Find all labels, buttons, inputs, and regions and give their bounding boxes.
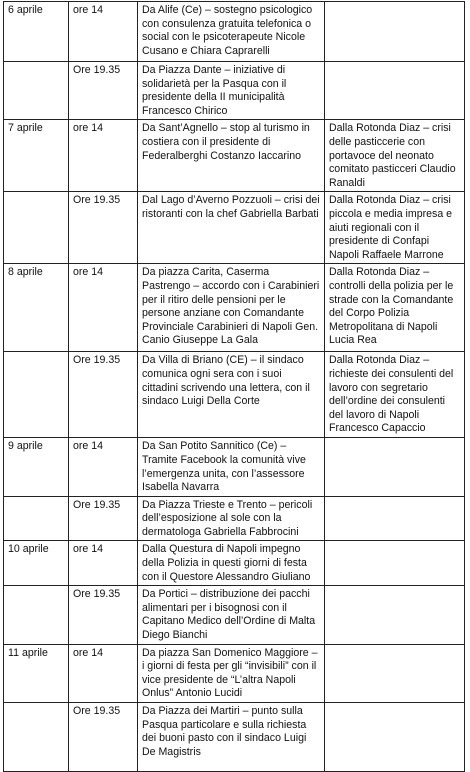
extra-cell bbox=[325, 644, 465, 702]
extra-cell: Dalla Rotonda Diaz – richieste dei consulenti del lavoro con segretario dell’ordine dei consulenti del lavoro di Napoli Francesco Capaccio bbox=[325, 352, 465, 438]
time-cell: ore 14 bbox=[69, 120, 138, 192]
extra-cell: Dalla Rotonda Diaz – controlli della polizia per le strade con la Comandante del Corpo Polizia Metropolitana di Napoli Lucia Rea bbox=[325, 264, 465, 352]
extra-cell bbox=[325, 438, 465, 496]
time-cell: ore 14 bbox=[69, 264, 138, 352]
extra-cell bbox=[325, 2, 465, 62]
extra-cell bbox=[325, 703, 465, 772]
event-cell: Da San Potito Sannitico (Ce) – Tramite Facebook la comunità vive l’emergenza unita, con l’assessore Isabella Navarra bbox=[138, 438, 325, 496]
date-cell bbox=[4, 62, 69, 120]
event-cell: Da Piazza Trieste e Trento – pericoli dell’esposizione al sole con la dermatologa Gabriella Fabbrocini bbox=[138, 496, 325, 541]
extra-cell bbox=[325, 62, 465, 120]
event-cell: Da Piazza dei Martiri – punto sulla Pasqua particolare e sulla richiesta dei buoni pasto con il sindaco Luigi De Magistris bbox=[138, 703, 325, 772]
date-cell: 8 aprile bbox=[4, 264, 69, 352]
table-row bbox=[4, 644, 465, 702]
time-cell: Ore 19.35 bbox=[69, 62, 138, 120]
date-cell: 11 aprile bbox=[4, 644, 69, 702]
date-cell: 7 aprile bbox=[4, 120, 69, 192]
time-cell: Ore 19.35 bbox=[69, 703, 138, 772]
table-row bbox=[4, 438, 465, 496]
extra-cell: Dalla Rotonda Diaz – crisi delle pasticcerie con portavoce del neonato comitato pasticceri Claudio Ranaldi bbox=[325, 120, 465, 192]
date-cell bbox=[4, 496, 69, 541]
time-cell: ore 14 bbox=[69, 438, 138, 496]
event-cell: Da Alife (Ce) – sostegno psicologico con consulenza gratuita telefonica o social con le psicoterapeute Nicole Cusano e Chiara Caprarelli bbox=[138, 2, 325, 62]
date-cell: 9 aprile bbox=[4, 438, 69, 496]
time-cell: ore 14 bbox=[69, 2, 138, 62]
time-cell: Ore 19.35 bbox=[69, 192, 138, 264]
event-cell: Da piazza Carita, Caserma Pastrengo – accordo con i Carabinieri per il ritiro delle pensioni per le persone anziane con Comandante Provinciale Carabinieri di Napoli Gen. Canio Giuseppe La Gala bbox=[138, 264, 325, 352]
table-row bbox=[4, 703, 465, 772]
date-cell bbox=[4, 352, 69, 438]
extra-cell: Dalla Rotonda Diaz – crisi piccola e media impresa e aiuti regionali con il presidente di Confapi Napoli Raffaele Marrone bbox=[325, 192, 465, 264]
date-cell bbox=[4, 192, 69, 264]
time-cell: ore 14 bbox=[69, 644, 138, 702]
table-row bbox=[4, 264, 465, 352]
date-cell: 6 aprile bbox=[4, 2, 69, 62]
event-cell: Da Villa di Briano (CE) – il sindaco comunica ogni sera con i suoi cittadini scrivendo una lettera, con il sindaco Luigi Della Corte bbox=[138, 352, 325, 438]
time-cell: Ore 19.35 bbox=[69, 496, 138, 541]
extra-cell bbox=[325, 496, 465, 541]
event-cell: Dalla Questura di Napoli impegno della Polizia in questi giorni di festa con il Questore Alessandro Giuliano bbox=[138, 541, 325, 586]
date-cell: 10 aprile bbox=[4, 541, 69, 586]
table-row bbox=[4, 352, 465, 438]
table-row bbox=[4, 2, 465, 62]
event-cell: Da Sant’Agnello – stop al turismo in costiera con il presidente di Federalberghi Costanzo Iaccarino bbox=[138, 120, 325, 192]
extra-cell bbox=[325, 586, 465, 644]
time-cell: Ore 19.35 bbox=[69, 586, 138, 644]
event-cell: Da Piazza Dante – iniziative di solidarietà per la Pasqua con il presidente della II municipalità Francesco Chirico bbox=[138, 62, 325, 120]
table-row bbox=[4, 541, 465, 586]
date-cell bbox=[4, 586, 69, 644]
event-cell: Dal Lago d’Averno Pozzuoli – crisi dei ristoranti con la chef Gabriella Barbati bbox=[138, 192, 325, 264]
date-cell bbox=[4, 703, 69, 772]
table-row bbox=[4, 62, 465, 120]
event-cell: Da Portici – distribuzione dei pacchi alimentari per i bisognosi con il Capitano Medico dell’Ordine di Malta Diego Bianchi bbox=[138, 586, 325, 644]
table-row bbox=[4, 496, 465, 541]
schedule-table bbox=[3, 1, 465, 772]
table-row bbox=[4, 586, 465, 644]
extra-cell bbox=[325, 541, 465, 586]
table-row bbox=[4, 120, 465, 192]
table-row bbox=[4, 192, 465, 264]
time-cell: Ore 19.35 bbox=[69, 352, 138, 438]
event-cell: Da piazza San Domenico Maggiore – i giorni di festa per gli “invisibili” con il vice presidente de “L’altra Napoli Onlus” Antonio Lucidi bbox=[138, 644, 325, 702]
time-cell: ore 14 bbox=[69, 541, 138, 586]
